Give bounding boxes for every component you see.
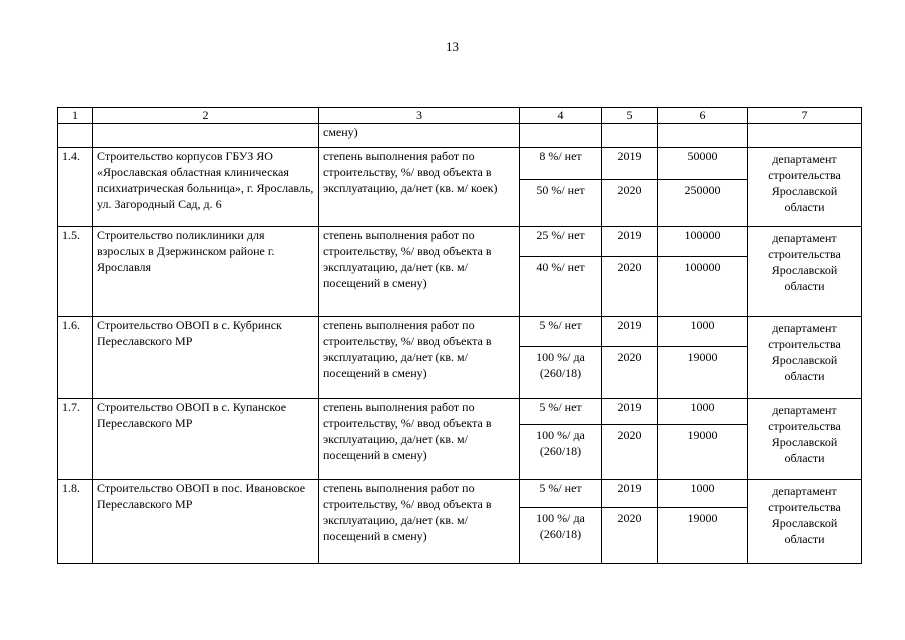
continuation-row (58, 124, 862, 148)
object-name-cell: Строительство ОВОП в с. Кубринск Переславского МР (93, 317, 319, 399)
row-number-cell: 1.8. (58, 480, 93, 564)
executor-cell: департамент строительства Ярославской области (748, 480, 862, 564)
year-cell: 2019 (602, 227, 658, 257)
row-number-cell: 1.6. (58, 317, 93, 399)
table-row (58, 317, 862, 347)
year-cell: 2020 (602, 425, 658, 480)
row-number-cell: 1.5. (58, 227, 93, 317)
year-cell: 2020 (602, 180, 658, 227)
indicator-cell: смену) (319, 124, 520, 148)
year-cell: 2020 (602, 508, 658, 564)
amount-cell: 100000 (658, 227, 748, 257)
amount-cell: 1000 (658, 480, 748, 508)
column-header: 5 (602, 108, 658, 124)
amount-cell: 250000 (658, 180, 748, 227)
table-row (58, 480, 862, 508)
column-header: 2 (93, 108, 319, 124)
value-cell: 5 %/ нет (520, 480, 602, 508)
object-name-cell: Строительство ОВОП в с. Купанское Переславского МР (93, 399, 319, 480)
row-number-cell: 1.4. (58, 148, 93, 227)
indicator-cell: степень выполнения работ по строительству, %/ ввод объекта в эксплуатацию, да/нет (кв. м/ посещений в смену) (319, 317, 520, 399)
table-row (58, 148, 862, 180)
value-cell: 50 %/ нет (520, 180, 602, 227)
value-cell: 100 %/ да (260/18) (520, 425, 602, 480)
year-cell: 2019 (602, 148, 658, 180)
year-cell: 2020 (602, 257, 658, 317)
column-header: 4 (520, 108, 602, 124)
amount-cell: 50000 (658, 148, 748, 180)
object-name-cell: Строительство корпусов ГБУЗ ЯО «Ярославская областная клиническая психиатрическая больница», г. Ярославль, ул. Загородный Сад, д. 6 (93, 148, 319, 227)
year-cell: 2019 (602, 480, 658, 508)
value-cell: 100 %/ да (260/18) (520, 347, 602, 399)
executor-cell: департамент строительства Ярославской области (748, 227, 862, 317)
column-header: 7 (748, 108, 862, 124)
table-row (58, 399, 862, 425)
table-row (58, 227, 862, 257)
object-name-cell: Строительство ОВОП в пос. Ивановское Переславского МР (93, 480, 319, 564)
value-cell: 5 %/ нет (520, 317, 602, 347)
column-header: 6 (658, 108, 748, 124)
amount-cell: 19000 (658, 425, 748, 480)
value-cell: 40 %/ нет (520, 257, 602, 317)
table-header-row (58, 108, 862, 124)
row-number-cell: 1.7. (58, 399, 93, 480)
column-header: 1 (58, 108, 93, 124)
year-cell: 2020 (602, 347, 658, 399)
indicator-cell: степень выполнения работ по строительству, %/ ввод объекта в эксплуатацию, да/нет (кв. м/ посещений в смену) (319, 227, 520, 317)
amount-cell: 19000 (658, 347, 748, 399)
indicator-cell: степень выполнения работ по строительству, %/ ввод объекта в эксплуатацию, да/нет (кв. м/ коек) (319, 148, 520, 227)
value-cell: 5 %/ нет (520, 399, 602, 425)
column-header: 3 (319, 108, 520, 124)
amount-cell: 19000 (658, 508, 748, 564)
year-cell: 2019 (602, 317, 658, 347)
executor-cell: департамент строительства Ярославской области (748, 399, 862, 480)
value-cell: 8 %/ нет (520, 148, 602, 180)
amount-cell: 1000 (658, 399, 748, 425)
executor-cell: департамент строительства Ярославской области (748, 148, 862, 227)
data-table (57, 107, 862, 564)
indicator-cell: степень выполнения работ по строительству, %/ ввод объекта в эксплуатацию, да/нет (кв. м/ посещений в смену) (319, 480, 520, 564)
year-cell: 2019 (602, 399, 658, 425)
value-cell: 25 %/ нет (520, 227, 602, 257)
executor-cell: департамент строительства Ярославской области (748, 317, 862, 399)
amount-cell: 1000 (658, 317, 748, 347)
amount-cell: 100000 (658, 257, 748, 317)
object-name-cell: Строительство поликлиники для взрослых в Дзержинском районе г. Ярославля (93, 227, 319, 317)
indicator-cell: степень выполнения работ по строительству, %/ ввод объекта в эксплуатацию, да/нет (кв. м/ посещений в смену) (319, 399, 520, 480)
value-cell: 100 %/ да (260/18) (520, 508, 602, 564)
page-number: 13 (446, 39, 459, 54)
